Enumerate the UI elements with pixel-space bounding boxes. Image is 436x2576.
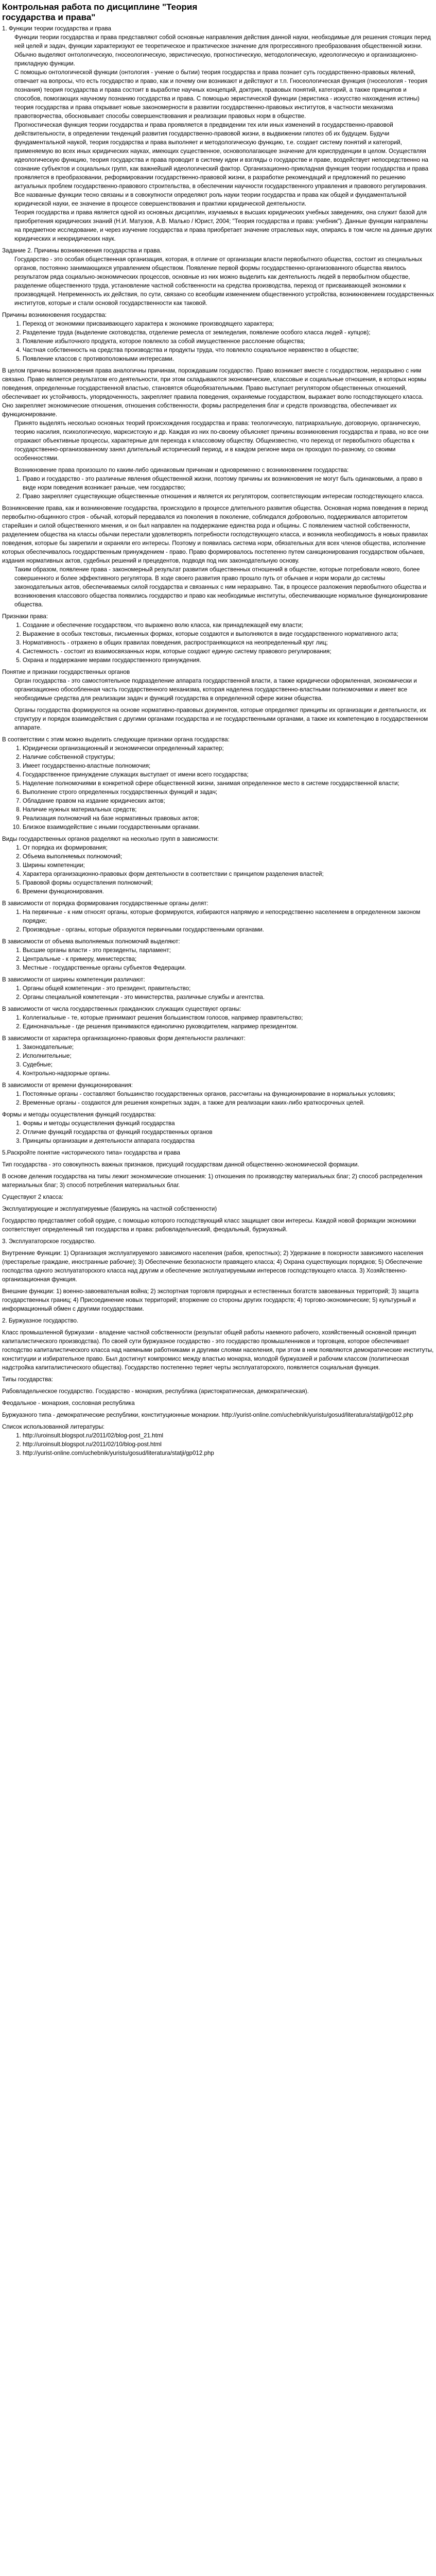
paragraph: С помощью онтологической функции (онтология - учение о бытии) теория государства и права познает суть государственно-правовых явлений, отвечает на вопросы, что есть государство и право, как и почему они возникают и действуют и т.п. Гносеологическая функция (гносеология - теория познания) теория государства и права состоит в выработке научных концепций, доктрин, правовых понятий, категорий, а также принципов и способов, помогающих научному познанию государства и права. С помощью эвристической функции (эвристика - искусство нахождения истины) теория государства и права открывает новые закономерности в развитии государственно-правовых институтов, в частности механизма правотворчества, обосновывает способы совершенствования и реализации правовых норм в обществе.: [14, 69, 428, 120]
list-item: 1. Законодательные;: [23, 1043, 434, 1052]
list-item: 10. Близкое взаимодействие с иными государственными органами.: [23, 823, 434, 832]
competence-list: [2, 984, 434, 1002]
features-title: Признаки права:: [2, 613, 48, 620]
section-2-heading: Задание 2. Причины возникновения государства и права.: [2, 247, 162, 254]
source-link[interactable]: http://uroinsult.blogspot.ru/2011/02/10/blog-post.html: [23, 1441, 162, 1448]
list-item: 3. Судебные;: [23, 1060, 434, 1069]
volume-intro: В зависимости от объема выполняемых полномочий выделяют:: [2, 938, 180, 945]
list-item: 2. Органы специальной компетенции - это министерства, различные службы и агентства.: [23, 993, 434, 1002]
list-item: 1. Переход от экономики присваивающего характера к экономике производящего характера;: [23, 319, 434, 328]
list-item: 8. Наличие нужных материальных средств;: [23, 805, 434, 814]
list-item: [23, 1431, 434, 1440]
reasons-title: Причины возникновения государства:: [2, 312, 107, 318]
list-item: 1. Постоянные органы - составляют большинство государственных органов, рассчитаны на функционирование в нормальных условиях;: [23, 1090, 434, 1098]
forms-title: Возникновение права произошло по каким-либо одинаковым причинам и одновременно с возникновением государства:: [14, 467, 349, 473]
list-item: 6. Выполнение строго определенных государственных функций и задач;: [23, 788, 434, 796]
list-item: 3. Появление избыточного продукта, которое повлекло за собой имущественное расслоение общества;: [23, 337, 434, 346]
list-item: 2. Объема выполняемых полномочий;: [23, 852, 434, 861]
paragraph: Внутренние Функции: 1) Организация эксплуатируемого зависимого населения (рабов, крепостных); 2) Удержание в покорности зависимого населения (престарелые граждане, иностранные рабочие); 3) Обеспечение безопасности правящего класса; 4) Охрана существующих порядков; 5) Обеспечение господства одного эксплуататорского класса над другим и обеспечение эксплуатируемыми интересов господствующего класса. 3) Хозяйственно-организационная функция.: [2, 1250, 424, 1283]
forms-intro: Формы и методы осуществления функций государства:: [2, 1111, 156, 1118]
exploitative-state-title: 3. Эксплуататорское государство.: [2, 1238, 96, 1245]
list-item: 2. Единоначальные - где решения принимаются единолично руководителем, например президентом.: [23, 1022, 434, 1031]
legal-list: [2, 1043, 434, 1078]
list-item: 4. Государственное принуждение служащих выступает от имени всего государства;: [23, 770, 434, 779]
paragraph: В целом причины возникновения права аналогичны причинам, порождавшим государство. Право возникает вместе с государством, неразрывно с ним связано. Право является результатом его деятельности, при этом складываются экономические, классовые и социальные отношения, в которых нормы поведения, определенные государственной властью, становятся общеобязательными. Право выступает регулятором общественных отношений, обеспечивает их устойчивость, упорядоченность, закрепляет правила поведения, охраняемые государством, выражает волю господствующего класса. Оно закрепляет экономические отношения, отношения собственности, формы распределения благ и средств производства, обеспечивает их функционирование.: [2, 367, 427, 418]
section-3-heading: Понятие и признаки государственных органов: [2, 669, 130, 675]
service-intro: В зависимости от числа государственных гражданских служащих существуют органы:: [2, 1006, 241, 1012]
list-item: 4. Системность - состоит из взаимосвязанных норм, которые создают единую систему правового регулирования;: [23, 647, 434, 656]
list-item: 1. Формы и методы осуществления функций государства: [23, 1119, 434, 1128]
list-item: 5. Наделение полномочиями в конкретной сфере общественной жизни, занимая определенное место в системе государственной власти;: [23, 779, 434, 788]
paragraph: В основе деления государства на типы лежит экономические отношения: 1) отношения по производству материальных благ; 2) способ распределения материальных благ; 3) способ потребления материальных благ.: [2, 1173, 423, 1189]
list-item: 3. Имеет государственно-властные полномочия;: [23, 761, 434, 770]
list-item: 2. Временные органы - создаются для решения конкретных задач, а также для реализации каких-либо краткосрочных целей.: [23, 1098, 434, 1107]
list-item: 5. Появление классов с противоположными интересами.: [23, 354, 434, 363]
list-item: 1. Создание и обеспечение государством, что выражено волю класса, как принадлежащей ему власти;: [23, 621, 434, 630]
service-list: [2, 1013, 434, 1031]
legal-intro: В зависимости от характера организационно-правовых форм деятельности различают:: [2, 1035, 246, 1042]
competence-intro: В зависимости от ширины компетенции различают:: [2, 976, 145, 983]
list-item: 3. Местные - государственные органы субъектов Федерации.: [23, 963, 434, 972]
types-list: [2, 843, 434, 896]
list-item: 6. Времени функционирования.: [23, 887, 434, 896]
formation-intro: В зависимости от порядка формирования государственные органы делят:: [2, 900, 208, 907]
paragraph: Государство - это особая общественная организация, которая, в отличие от организации власти первобытного общества, состоит из специальных органов, постоянно занимающихся управлением обществом. Появление первой формы государственно-организованного общества явилось результатом ряда социально-экономических процессов, основные из них можно выделить как деятельность людей в первобытном обществе, разделение общественного труда, установление частной собственности на средства производства, переход от присваивающей экономики к производящей. Непременность их действия, по сути, связано со всеобщим изменением общественного устройства, возникновением государственных институтов, которые и стали основой государственности как таковой.: [14, 256, 434, 307]
paragraph: Внешние функции: 1) военно-завоевательная война; 2) экспортная торговля природных и естественных богатств завоеванных территорий; 3) защита государственных границ; 4) Присоединение новых территорий; вторжение со стороны других государств; 4) торгово-экономические; 5) культурный и информационный обмен с другими государствами.: [2, 1288, 419, 1312]
list-item: 3. Нормативность - отражено в общих правилах поведения, распространяющихся на неопределенный круг лиц;: [23, 638, 434, 647]
paragraph: Класс промышленной буржуазии - владение частной собственности (результат общей работы наемного рабочего, хозяйственный основной принцип капиталистического производства). По своей сути буржуазное государство - это государство промышленников и торговцев, которое обеспечивает господство капиталистического класса над наемными работниками и другими слоями населения, при этом в нем появляются демократические институты, конституции и избирательное право. Был достигнут компромисс между властью монарха, молодой буржуазией и рабочим классом (политическая надстройка капиталистического общества). Государство постепенно теряет черты эксплуататорского, появляется социальная функция.: [2, 1329, 434, 1371]
list-item: [23, 1449, 434, 1458]
time-list: [2, 1090, 434, 1107]
paragraph: Прогностическая функция теории государства и права проявляется в предвидении тех или иных изменений в государственно-правовой действительности, в определении тенденций развития государственно-правовой жизни, в выдвижении гипотез об их будущем. Будучи фундаментальной наукой, теория государства и права выполняет и методологическую функцию, т.е. создает систему понятий и категорий, применяемую во всех иных юридических науках, имеющих существенное, основополагающее значение для юриспруденции в целом. Осуществляя идеологическую функцию, теория государства и права проводит в систему идеи и взгляды о государстве и праве, воздействует непосредственно на сознание субъектов и социальных групп, как важнейший идеологический фактор. Организационно-прикладная функция теории государства и права проявляется в преобразовании, реформировании государственно-правовой жизни, в разработке рекомендаций и предложений по решению актуальных проблем государственно-правового строительства, в обеспечении научности государственного управления и правового регулирования. Все названные функции тесно связаны и в совокупности определяют роль науки теории государства и права как общей и фундаментальной юридической науки, ее значение в процессе совершенствования и практики юридической деятельности.: [14, 122, 429, 207]
types-intro: Виды государственных органов разделяют на несколько групп в зависимости:: [2, 836, 219, 842]
sources-list: [2, 1431, 434, 1458]
bourgeois-state-title: 2. Буржуазное государство.: [2, 1317, 79, 1324]
forms-list: [2, 474, 434, 501]
list-item: 2. Производные - органы, которые образуются первичными государственными органами.: [23, 925, 434, 934]
list-item: 2. Право закрепляет существующие общественные отношения и является их регулятором, соответствующим интересам господствующего класса.: [23, 492, 434, 501]
sources-title: Список использованной литературы:: [2, 1423, 105, 1430]
list-item: 2. Центральные - к примеру, министерства;: [23, 955, 434, 963]
approach-intro: Существуют 2 класса:: [2, 1194, 64, 1200]
paragraph: Органы государства формируются на основе нормативно-правовых документов, которые определяют принципы их организации и деятельности, их структуру и порядок взаимодействия с другими органами государства и не государственными органами, а также их компетенцию в государственном аппарате.: [14, 707, 428, 731]
document-title: Контрольная работа по дисциплине "Теория государства и права": [2, 2, 198, 22]
paragraph: Государство представляет собой орудие, с помощью которого господствующий класс защищает свои интересы. Каждой новой формации экономики соответствует определенный тип государства и права: рабовладельческий, феодальный, буржуазный.: [2, 1217, 416, 1233]
list-item: 3. Ширины компетенции;: [23, 861, 434, 870]
list-item: 1. Высшие органы власти - это президенты, парламент;: [23, 946, 434, 955]
paragraph: Принято выделять несколько основных теорий происхождения государства и права: теологическую, патриархальную, договорную, органическую, теорию насилия, психологическую, марксистскую и др. Каждая из них по-своему объясняет причины возникновения государства и права, но все они отражают объективные процессы, характерные для перехода к классовому обществу. Общеизвестно, что переход от первобытного общества к государственно-организованному занял длительный исторический период, и в каждом регионе мира он проходил по-разному, со своими особенностями.: [14, 420, 429, 462]
list-item: 1. Органы общей компетенции - это президент, правительство;: [23, 984, 434, 993]
list-item: 7. Обладание правом на издание юридических актов;: [23, 796, 434, 805]
paragraph: Буржуазного типа - демократические республики, конституционные монархии. http://yurist-online.com/uchebnik/yuristu/gosud/literatura/statji/gp012.php: [2, 1412, 413, 1418]
list-item: 4. Частная собственность на средства производства и продукты труда, что повлекло социальное неравенство в обществе;: [23, 346, 434, 354]
source-link[interactable]: http://yurist-online.com/uchebnik/yuristu/gosud/literatura/statji/gp012.php: [23, 1450, 214, 1456]
forms-methods-list: [2, 1119, 434, 1145]
list-item: 5. Правовой формы осуществления полномочий;: [23, 878, 434, 887]
list-item: 1. Право и государство - это различные явления общественной жизни, поэтому причины их возникновения не могут быть одинаковыми, а право в виде норм поведения возникает раньше, чем государство;: [23, 474, 434, 492]
paragraph: Рабовладельческое государство. Государство - монархия, республика (аристократическая, демократическая).: [2, 1388, 309, 1395]
paragraph: Таким образом, появление права - закономерный результат развития общественных отношений в обществе, которые потребовали нового, более совершенного и более эффективного регулятора. В ходе своего развития право прошло путь от обычаев и норм морали до системы законодательных актов, обеспечиваемых силой государства и связанных с ним неразрывно. Так, в процессе разложения первобытного общества и возникновения классового общества появились государство и право как необходимые институты, обеспечивающие нормальное функционирование общества.: [14, 566, 428, 608]
signs-list: [2, 744, 434, 832]
list-item: 2. Исполнительные;: [23, 1052, 434, 1060]
section-5-heading: 5.Раскройте понятие «исторического типа» государства и права: [2, 1149, 180, 1156]
features-list: [2, 621, 434, 665]
list-item: 2. Выражение в особых текстовых, письменных формах, которые создаются и выполняются в виде государственного нормативного акта;: [23, 630, 434, 638]
signs-title: В соответствии с этим можно выделить следующие признаки органа государства:: [2, 736, 230, 743]
volume-list: [2, 946, 434, 972]
list-item: 1. От порядка их формирования;: [23, 843, 434, 852]
list-item: 4. Контрольно-надзорные органы.: [23, 1069, 434, 1078]
list-item: 9. Реализация полномочий на базе нормативных правовых актов;: [23, 814, 434, 823]
paragraph: Теория государства и права является одной из основных дисциплин, изучаемых в высших юридических учебных заведениях, она служит базой для приобретения юридических знаний (Н.И. Матузов, А.В. Малько / Юрист, 2004; "Теория государства и права: учебник"). Данные функции направлены на предметное исследование, и через изучение государства и права приобретает значение отраслевых наук, опираясь в том числе на данные других юридических и неюридических наук.: [14, 209, 432, 242]
section-1-heading: 1. Функции теории государства и права: [2, 25, 111, 32]
reasons-list: [2, 319, 434, 363]
paragraph: Возникновение права, как и возникновение государства, происходило в процессе длительного развития общества. Основная норма поведения в период первобытно-общинного строя - обычай, который передавался из поколения в поколение, соблюдался добровольно, поддерживался авторитетом старейшин и силой общественного мнения, и он был направлен на поддержание единства рода и общины. С появлением частной собственности, разделением общества на классы обычаи перестали удовлетворять потребности господствующего класса, и возникла необходимость в новых правилах поведения, которые бы закрепили и охраняли его интересы. Поэтому и появилась система норм, обязательных для всех членов общества, исполнение которых обеспечивалось государственным принуждением - право. Право формировалось постепенно путем санкционирования государством обычаев, издания нормативных актов, судебных решений и прецедентов, подводя под них законодательную основу.: [2, 505, 428, 564]
list-item: 1. На первичные - к ним относят органы, которые формируются, избираются напрямую и непосредственно населением в определенном законом порядке;: [23, 908, 434, 925]
list-item: 4. Характера организационно-правовых форм деятельности в соответствии с принципом разделения властей;: [23, 870, 434, 878]
list-item: [23, 1440, 434, 1449]
list-item: 2. Отличие функций государства от функций государственных органов: [23, 1128, 434, 1137]
paragraph: Эксплуатирующие и эксплуатируемые (базируясь на частной собственности): [2, 1206, 217, 1212]
list-item: 3. Принципы организации и деятельности аппарата государства: [23, 1137, 434, 1145]
formation-list: [2, 908, 434, 934]
list-item: 1. Юридически организационный и экономически определенный характер;: [23, 744, 434, 753]
paragraph: Функции теории государства и права представляют собой основные направления действия данной науки, необходимые для решения стоящих перед ней целей и задач, функции характеризуют ее теоретическое и практическое значение для прогрессивного преобразования общественной жизни. Обычно выделяют онтологическую, гносеологическую, эвристическую, прогностическую, методологическую, идеологическую и организационно-прикладную функции.: [14, 34, 431, 67]
list-item: 2. Наличие собственной структуры;: [23, 753, 434, 761]
source-link[interactable]: http://uroinsult.blogspot.ru/2011/02/blog-post_21.html: [23, 1432, 164, 1439]
list-item: 2. Разделение труда (выделение скотоводства, отделение ремесла от земледелия, появление особого класса людей - купцов);: [23, 328, 434, 337]
time-intro: В зависимости от времени функционирования:: [2, 1082, 133, 1089]
state-types-title: Типы государства:: [2, 1376, 53, 1383]
paragraph: Тип государства - это совокупность важных признаков, присущий государствам данной общественно-экономической формации.: [2, 1161, 359, 1168]
paragraph: Орган государства - это самостоятельное подразделение аппарата государственной власти, а также юридически оформленная, экономически и организационно обособленная часть государственного механизма, которая наделена государственно-властными полномочиями и имеет все необходимые средства для реализации задач и функций государства в определенной сфере жизни общества.: [14, 677, 417, 702]
paragraph: Феодальное - монархия, сословная республика: [2, 1400, 135, 1406]
list-item: 1. Коллегиальные - те, которые принимают решения большинством голосов, например правительство;: [23, 1013, 434, 1022]
list-item: 5. Охрана и поддержание мерами государственного принуждения.: [23, 656, 434, 665]
